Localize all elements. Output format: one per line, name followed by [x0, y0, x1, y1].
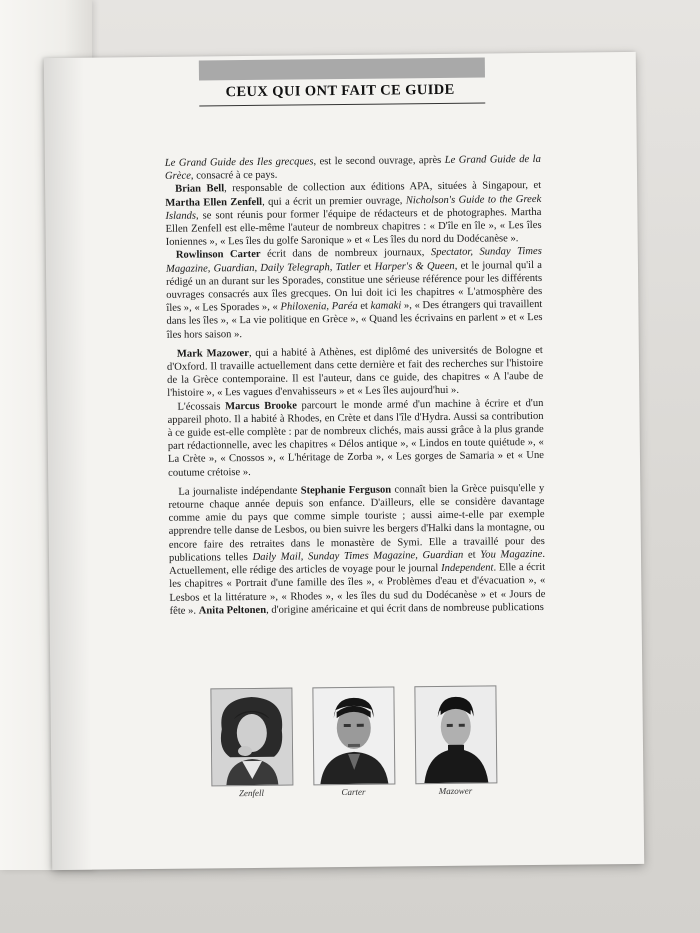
header-band: [199, 58, 485, 81]
title-rule: [199, 103, 485, 107]
text-run: , et le journal qu'il a rédigé un an durant sur les Sporades, constitue une sérieuse référence pour les différents ouvrages consacrés aux îles grecques. On lui doit ici les chapitres « L'atmosphère des îles », « Les Sporades », «: [166, 259, 543, 315]
text-run: , d'origine américaine et qui écrit dans de nombreuse publications: [266, 601, 544, 616]
contributor-photos: [210, 685, 495, 798]
paragraph: [165, 153, 541, 183]
italic-text: Le Grand Guide des Iles grecques: [164, 156, 314, 169]
text-run: , responsable de collection aux éditions APA, situées à Singapour, et: [224, 180, 542, 195]
body-text: [165, 153, 546, 618]
author-name: Brian Bell: [175, 183, 225, 196]
italic-text: Independent: [441, 562, 494, 575]
paragraph: [165, 179, 542, 249]
italic-text: Philoxenia, Paréa: [280, 301, 358, 313]
italic-text: You Magazine: [480, 548, 543, 561]
text-run: L'écossais: [177, 400, 226, 413]
author-name: Marcus Brooke: [225, 400, 297, 412]
photo-zenfell: [210, 688, 293, 787]
italic-text: Nicholson's Guide to the Greek Islands: [165, 193, 542, 222]
paragraph: [166, 245, 543, 341]
caption-mazower: Mazower: [438, 785, 473, 797]
italic-text: Le Grand Guide de la Grèce: [164, 153, 541, 183]
text-run: , consacré à ce pays.: [190, 169, 278, 182]
text-run: . Elle a écrit les chapitres « Portrait d'une famille des îles », « Problèmes d'eau et d'évacuation », « Lesbos et la littérature », « Rhodes », « les îles du sud du Dodécanèse » et « Jours de fête ».: [169, 561, 546, 617]
text-run: et: [463, 549, 481, 561]
text-run: », « Des étrangers qui travaillent dans les îles », « La vie politique en Grèce », « Quand les écrivains en parlent » et « Les îles hors saison ».: [166, 299, 543, 341]
text-run: et: [360, 261, 375, 273]
portrait-zenfell-image: [211, 689, 292, 786]
caption-zenfell: Zenfell: [238, 787, 265, 799]
photo-mazower: [414, 685, 497, 784]
text-run: parcourt le monde armé d'un machine à écrire et d'un appareil photo. Il a habité à Rhodes, en Crète et dans l'île d'Hydra. Aussi sa contribution à ce guide est-elle complète : par de nombreux clichés, mais aussi grâce à la plus grande part rédactionnelle, avec les chapitres « Délos antique », « Lindos en toute quiétude », « La Crète », « Cnossos », « L'héritage de Zorba », « Les gorges de Samaria » et « Une coutume crétoise ».: [167, 397, 545, 479]
text-run: connaît bien la Grèce puisqu'elle y retourne chaque année depuis son enfance. D'ailleurs, elle se considère davantage comme amie du pays que comme simple touriste ; aussi aime-t-elle par exemple apprendre telle danse de Lesbos, ou bien suivre les bergers d'Halki dans la montagne, ou encore faire des retraites dans le monastère de Symi. Elle a travaillé pour des publications telles: [168, 482, 545, 564]
italic-text: Daily Mail, Sunday Times Magazine, Guardian: [252, 549, 464, 563]
page-title: CEUX QUI ONT FAIT CE GUIDE: [225, 81, 455, 101]
author-name: Mark Mazower: [176, 347, 249, 360]
text-run: La journaliste indépendante: [178, 485, 301, 498]
portrait-carter-image: [313, 687, 394, 784]
paragraph: [168, 482, 545, 618]
italic-text: Spectator, Sunday Times Magazine, Guardian, Daily Telegraph, Tatler: [165, 246, 542, 275]
paragraph: [167, 397, 544, 480]
text-run: , est le second ouvrage, après: [313, 154, 445, 168]
text-run: écrit dans de nombreux journaux,: [260, 247, 431, 261]
caption-carter: Carter: [341, 786, 366, 798]
author-name: Stephanie Ferguson: [300, 484, 392, 497]
text-run: et: [357, 300, 371, 313]
italic-text: kamaki: [370, 300, 402, 312]
text-run: . Actuellement, elle rédige des articles de voyage pour le journal: [169, 548, 546, 577]
author-name: Rowlinson Carter: [175, 249, 261, 262]
book-page: [44, 52, 644, 870]
text-run: , se sont réunis pour former l'équipe de rédacteurs et de photographes. Martha Ellen Zenfell est elle-même l'auteur de nombreux chapitres : « D'île en île », « Les îles Ioniennes », « Les îles du golfe Saronique » et « Les îles du nord du Dodécanèse ».: [165, 206, 542, 249]
author-name: Anita Peltonen: [198, 604, 267, 617]
author-name: Martha Ellen Zenfell: [165, 196, 263, 209]
portrait-mazower-image: [415, 686, 496, 783]
italic-text: Harper's & Queen: [374, 260, 455, 273]
text-run: , qui a écrit un premier ouvrage,: [262, 194, 406, 208]
photo-carter: [312, 686, 395, 785]
text-run: , qui a habité à Athènes, est diplômé des universités de Bologne et d'Oxford. Il travaille actuellement dans cette dernière et fait des recherches sur l'histoire de la Grèce contemporaine. Il est l'auteur, dans ce guide, des chapitres « A l'aube de l'histoire », « Les vagues d'envahisseurs » et « Les îles aujourd'hui ».: [166, 344, 544, 400]
page-gutter-shadow: [44, 58, 93, 870]
paragraph: [167, 344, 544, 401]
